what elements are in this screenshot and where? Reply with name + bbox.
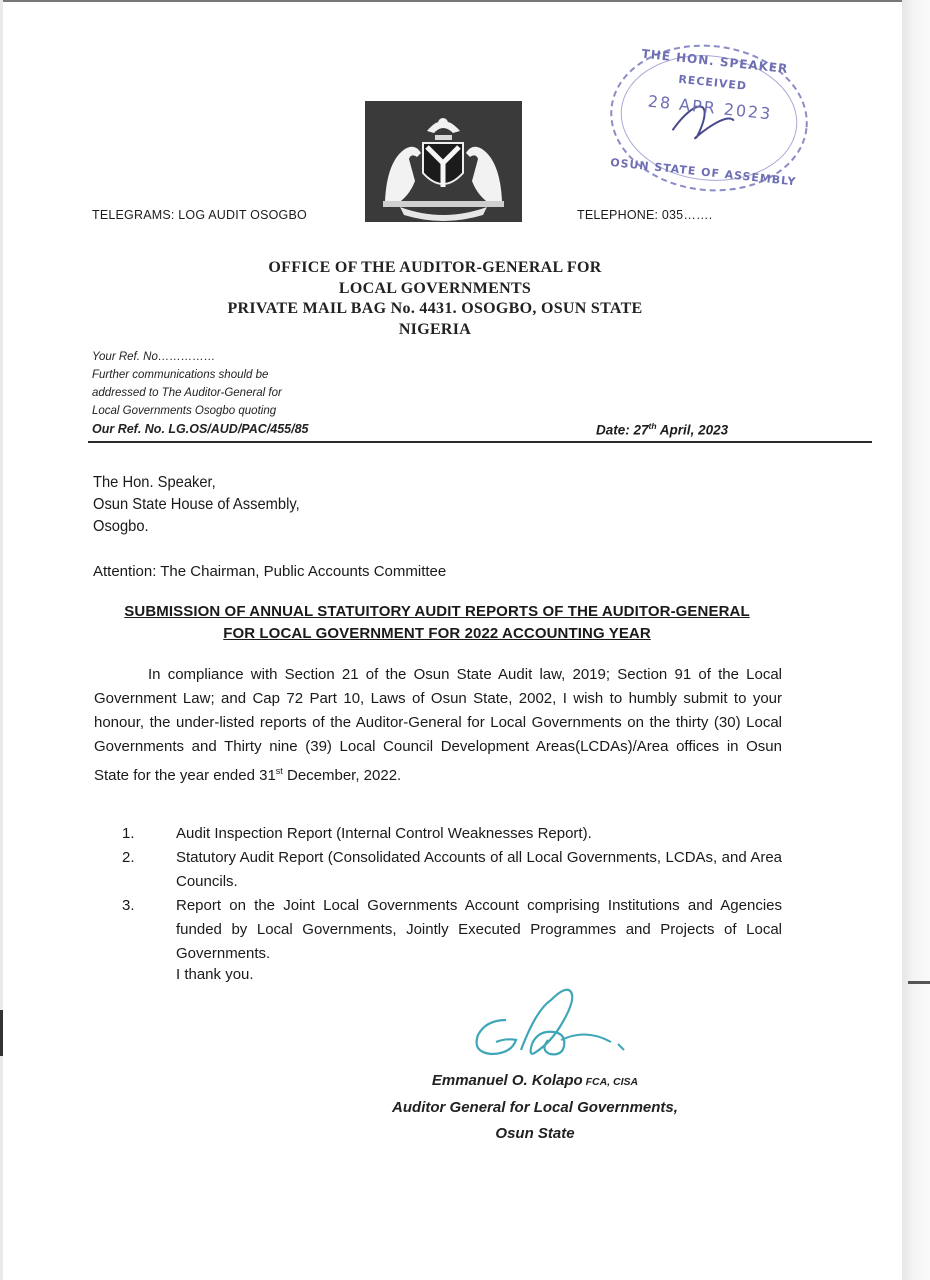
- attention-line: Attention: The Chairman, Public Accounts Committee: [93, 563, 447, 580]
- reference-block: [92, 348, 362, 438]
- date-suffix-sup: th: [648, 421, 657, 431]
- header-divider: [88, 441, 872, 443]
- stamp-title: THE HON. SPEAKER: [640, 46, 789, 76]
- office-heading: [150, 258, 720, 340]
- signatory-state: Osun State: [495, 1125, 575, 1142]
- date-prefix: Date: 27: [596, 422, 649, 438]
- page-left-edge: [0, 0, 3, 1280]
- signature-icon: [466, 980, 636, 1070]
- recipient-line-1: The Hon. Speaker,: [93, 474, 216, 491]
- nigeria-coat-of-arms-icon: [365, 101, 522, 222]
- closing-line: I thank you.: [176, 966, 254, 983]
- body-end: December, 2022.: [282, 767, 402, 784]
- office-heading-line-2: LOCAL GOVERNMENTS: [338, 279, 532, 297]
- recipient-line-3: Osogbo.: [93, 518, 149, 535]
- stamp-date: 28 APR 2023: [646, 91, 774, 124]
- recipient-line-2: Osun State House of Assembly,: [93, 496, 300, 513]
- list-item: [92, 846, 782, 894]
- recipient-address: [93, 472, 300, 538]
- date-month-year: April, 2023: [656, 422, 729, 438]
- office-heading-line-3: PRIVATE MAIL BAG No. 4431. OSOGBO, OSUN STATE: [227, 300, 643, 317]
- list-item: [92, 822, 782, 846]
- further-comm-line-3: Local Governments Osogbo quoting: [92, 405, 277, 417]
- signatory-name: Emmanuel O. Kolapo: [431, 1072, 583, 1089]
- page-right-edge: [902, 0, 930, 1280]
- stamp-received-label: RECEIVED: [677, 72, 748, 93]
- your-ref: Your Ref. No……………: [92, 351, 216, 363]
- further-comm-line-1: Further communications should be: [92, 369, 269, 381]
- body-sup: st: [275, 766, 283, 776]
- list-item-text: Statutory Audit Report (Consolidated Accounts of all Local Governments, LCDAs, and Area Councils.: [176, 849, 782, 890]
- stamp-footer: OSUN STATE OF ASSEMBLY: [609, 155, 797, 189]
- list-item-text: Audit Inspection Report (Internal Control Weaknesses Report).: [176, 825, 592, 842]
- list-item-number: 1.: [122, 825, 135, 842]
- body-paragraph: [94, 663, 782, 788]
- office-heading-line-4: NIGERIA: [398, 320, 472, 338]
- letter-date: [596, 421, 728, 438]
- our-ref: Our Ref. No. LG.OS/AUD/PAC/455/85: [92, 422, 309, 436]
- office-heading-line-1: OFFICE OF THE AUDITOR-GENERAL FOR: [268, 259, 602, 276]
- signatory-name-line: [350, 1068, 720, 1095]
- subject-heading: [92, 601, 782, 645]
- signatory-title: Auditor General for Local Governments,: [392, 1099, 678, 1116]
- list-item-text: Report on the Joint Local Governments Account comprising Institutions and Agencies funded by Local Governments, Jointly Executed Programmes and Projects of Local Governments.: [176, 897, 782, 962]
- subject-line-2: FOR LOCAL GOVERNMENT FOR 2022 ACCOUNTING YEAR: [223, 625, 651, 642]
- telephone-line: TELEPHONE: 035…….: [577, 208, 713, 222]
- page-top-edge: [0, 0, 902, 2]
- list-item-number: 3.: [122, 897, 135, 914]
- list-item-number: 2.: [122, 849, 135, 866]
- further-comm-line-2: addressed to The Auditor-General for: [92, 387, 282, 399]
- subject-line-1: SUBMISSION OF ANNUAL STATUITORY AUDIT REPORTS OF THE AUDITOR-GENERAL: [124, 603, 750, 620]
- received-stamp: [596, 27, 822, 208]
- reports-list: [92, 822, 782, 966]
- signatory-block: [350, 1068, 720, 1147]
- signatory-qualifications: FCA, CISA: [582, 1076, 639, 1088]
- telegrams-line: TELEGRAMS: LOG AUDIT OSOGBO: [92, 208, 307, 222]
- list-item: [92, 894, 782, 966]
- body-text: In compliance with Section 21 of the Osun State Audit law, 2019; Section 91 of the Local Government Law; and Cap 72 Part 10, Laws of Osun State, 2002, I wish to humbly submit to your honour, the under-listed reports of the Auditor-General for Local Governments on the thirty (30) Local Governments and Thirty nine (39) Local Council Development Areas(LCDAs)/Area offices in Osun State for the year ended 31: [94, 666, 782, 784]
